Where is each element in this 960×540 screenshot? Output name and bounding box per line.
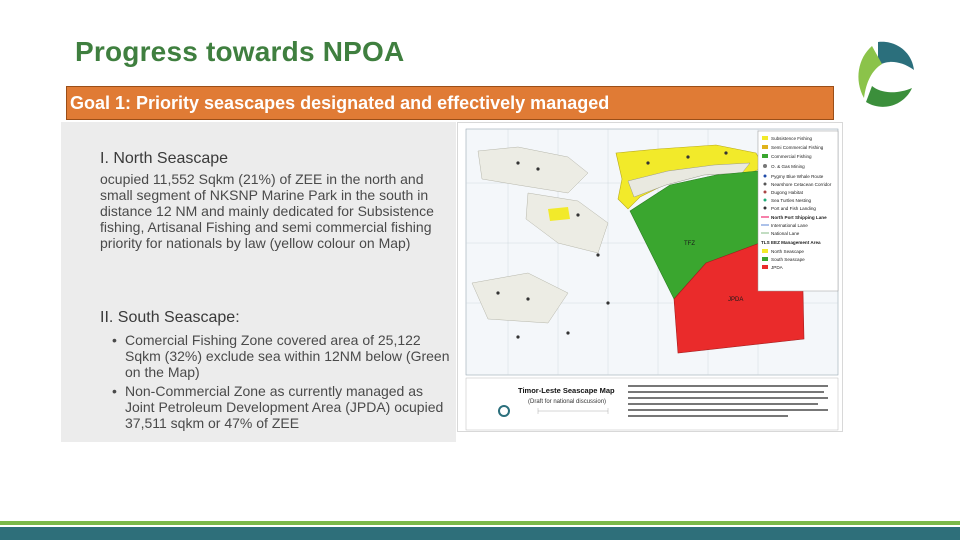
bullet-icon: • xyxy=(112,383,117,399)
goal-text: Goal 1: Priority seascapes designated and effectively managed xyxy=(70,93,610,113)
map-subtitle: (Draft for national discussion) xyxy=(528,399,607,405)
north-seascape-heading: I. North Seascape xyxy=(100,150,229,167)
legend-item: Nearshore Cetacean Corridor xyxy=(771,182,832,187)
logo-icon xyxy=(838,36,918,116)
legend-item: South Seascape xyxy=(771,257,805,262)
tfz-label: TFZ xyxy=(684,241,695,247)
list-item: • Non-Commercial Zone as currently managed as Joint Petroleum Development Area (JPDA) ocupied 37,511 sqkm or 47% of ZEE xyxy=(112,383,444,431)
list-item: • Comercial Fishing Zone covered area of 25,122 Sqkm (32%) exclude sea within 12NM below (Green on the Map) xyxy=(112,332,450,380)
jpda-label: JPDA xyxy=(728,297,744,303)
footer-bar xyxy=(0,527,960,540)
legend-item: North Port Shipping Lane xyxy=(771,215,827,220)
legend-item: TLS EEZ Management Area xyxy=(761,240,821,245)
north-seascape-text: ocupied 11,552 Sqkm (21%) of ZEE in the north and small segment of NKSNP Marine Park in the south in distance 12 NM and mainly dedicated for Subsistence fishing, Artisanal Fishing and semi commercial fishing priority for nationals by law (yellow colour on Map) xyxy=(100,171,434,251)
goal-banner xyxy=(66,86,834,120)
south-seascape-heading: II. South Seascape: xyxy=(100,309,240,326)
legend-item: North Seascape xyxy=(771,249,804,254)
legend-item: O. & Gas Mining xyxy=(771,164,805,169)
seascape-map xyxy=(457,122,843,432)
bullet-icon: • xyxy=(112,332,117,348)
legend-item: International Lane xyxy=(771,223,808,228)
legend-item: Dugong Habitat xyxy=(771,190,803,195)
map-title: Timor-Leste Seascape Map xyxy=(518,386,615,395)
legend-item: Subsistence Fishing xyxy=(771,136,813,141)
footer-accent-line xyxy=(0,521,960,525)
legend-item: JPDA xyxy=(771,265,783,270)
south-seascape-list xyxy=(110,332,450,434)
legend-item: Semi Commercial Fishing xyxy=(771,145,824,150)
legend-item: Pygmy Blue Whale Route xyxy=(771,174,824,179)
slide-title: Progress towards NPOA xyxy=(75,36,405,67)
legend-item: National Lane xyxy=(771,231,800,236)
legend-item: Sea Turtles Nesting xyxy=(771,198,812,203)
legend-item: Commercial Fishing xyxy=(771,154,812,159)
legend-item: Port and Fish Landing xyxy=(771,206,816,211)
